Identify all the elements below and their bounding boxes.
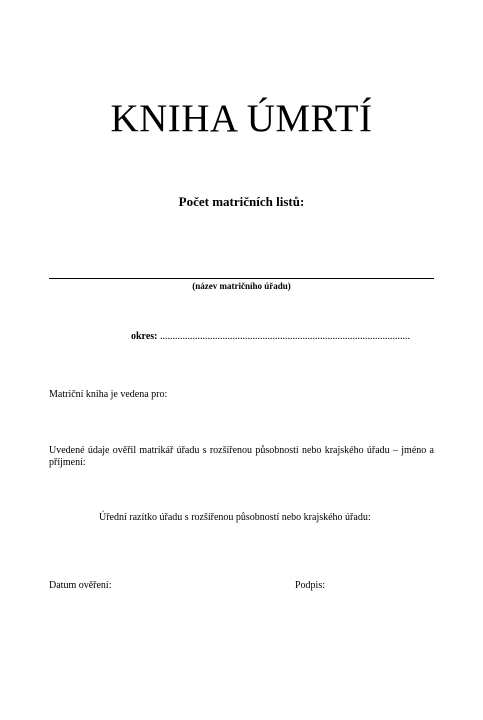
office-name-line bbox=[49, 278, 434, 279]
signature-label: Podpis: bbox=[295, 580, 326, 591]
district-dotted-line: .................................................................................................... bbox=[159, 331, 410, 342]
kept-for-label: Matriční kniha je vedena pro: bbox=[49, 389, 168, 400]
official-stamp-label: Úřední razítko úřadu s rozšířenou působností nebo krajského úřadu: bbox=[99, 512, 371, 523]
office-name-caption: (název matričního úřadu) bbox=[192, 281, 291, 291]
verification-date-label: Datum ověření: bbox=[49, 580, 112, 591]
district-field bbox=[131, 331, 410, 342]
verified-by-label: Uvedené údaje ověřil matrikář úřadu s rozšířenou působností nebo krajského úřadu – jméno a příjmení: bbox=[49, 445, 434, 468]
district-label: okres: bbox=[131, 331, 158, 342]
document-title: KNIHA ÚMRTÍ bbox=[110, 97, 373, 140]
sheet-count-label: Počet matričních listů: bbox=[178, 194, 305, 209]
